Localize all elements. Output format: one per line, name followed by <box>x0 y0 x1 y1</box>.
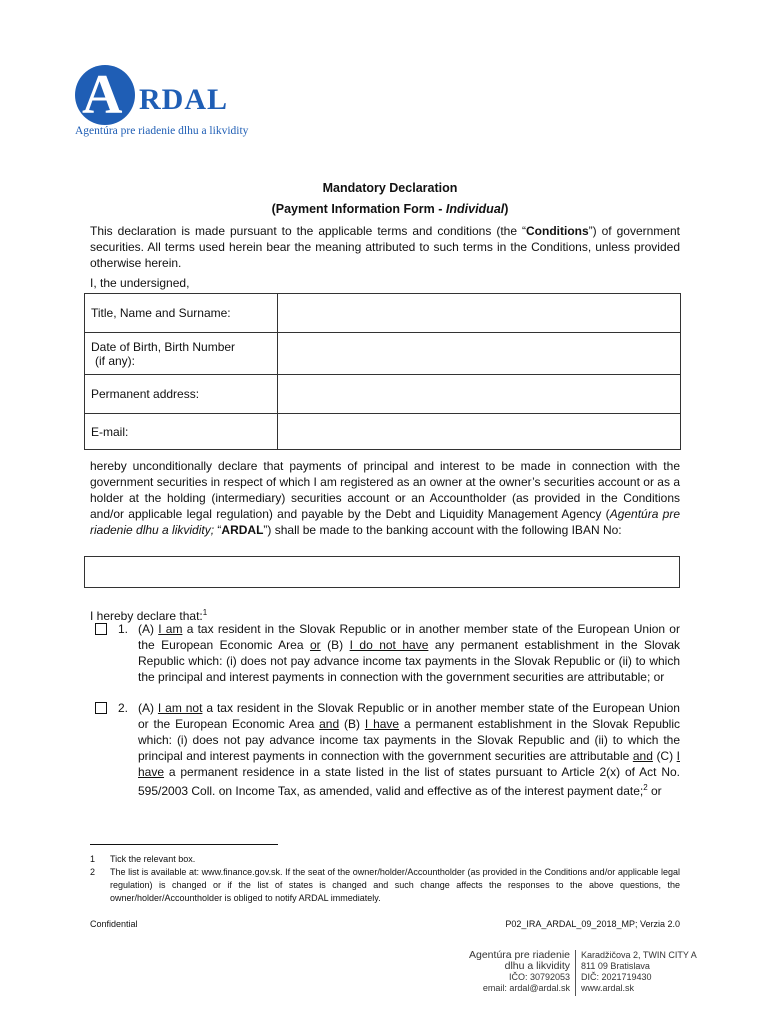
footnote-1: 1 Tick the relevant box. <box>90 854 196 864</box>
personal-info-table <box>84 293 681 450</box>
intro-paragraph: This declaration is made pursuant to the applicable terms and conditions (the “Conditions”) of government securities. All terms used herein bear the meaning attributed to such terms in the Conditions, unless provided otherwise herein. <box>90 224 680 270</box>
contact-email: email: ardal@ardal.sk <box>482 983 570 993</box>
name-label: Title, Name and Surname: <box>85 294 278 333</box>
contact-dic: DIČ: 2021719430 <box>581 972 652 982</box>
birth-field[interactable] <box>278 333 681 375</box>
name-field[interactable] <box>278 294 681 333</box>
option-1-checkbox[interactable] <box>95 623 107 635</box>
contact-org-1: Agentúra pre riadenie <box>469 949 570 961</box>
logo-tagline: Agentúra pre riadenie dlhu a likvidity <box>75 125 249 137</box>
form-row-name <box>85 294 681 333</box>
footnote-separator <box>90 844 278 845</box>
document-title: Mandatory Declaration <box>322 181 458 195</box>
form-row-address <box>85 375 681 414</box>
logo-letter-a: A <box>82 64 123 126</box>
address-label: Permanent address: <box>85 375 278 414</box>
declare-that-label: I hereby declare that:$^1$ <box>90 608 208 623</box>
document-subtitle: (Payment Information Form - Individual) <box>271 202 509 216</box>
footer-doc-code: P02_IRA_ARDAL_09_2018_MP; Verzia 2.0 <box>505 919 680 929</box>
email-label: E-mail: <box>85 414 278 450</box>
contact-right <box>581 950 697 994</box>
email-field[interactable] <box>278 414 681 450</box>
option-1-text: 1. (A) I am a tax resident in the Slovak Republic or in another member state of the European Union or the European Economic Area or (B) I do not have any permanent establishment in the Slovak Republic which: (i) does not pay advance income tax payments in the Slovak Republic or (ii) to which the principal and interest payments in connection with the government securities are attributable; or <box>118 622 680 684</box>
contact-divider <box>575 950 576 996</box>
address-field[interactable] <box>278 375 681 414</box>
iban-field[interactable] <box>84 556 680 588</box>
form-row-email <box>85 414 681 450</box>
option-2-checkbox[interactable] <box>95 702 107 714</box>
contact-address-1: Karadžičova 2, TWIN CITY A <box>581 950 697 960</box>
contact-address-2: 811 09 Bratislava <box>581 961 650 971</box>
ardal-logo <box>72 63 272 143</box>
footer-confidential: Confidential <box>90 919 138 929</box>
birth-label: Date of Birth, Birth Number (if any): <box>85 333 278 375</box>
option-2-text: 2. (A) I am not a tax resident in the Slovak Republic or in another member state of the European Union or the European Economic Area and (B) I have a permanent establishment in the Slovak Republic which: (i) does not pay advance income tax payments in the Slovak Republic and (ii) to which the principal and interest payments in connection with the government securities are attributable and (C) I have a permanent residence in a state listed in the list of states pursuant to Article 2(x) of Act No. 595/2003 Coll. on Income Tax, as amended, valid and effective as of the interest payment date;$^2$ or <box>118 701 680 798</box>
declaration-paragraph: hereby unconditionally declare that payments of principal and interest to be made in connection with the government securities in respect of which I am registered as an owner at the owner’s securities account or as a holder at the holding (intermediary) securities account or an Accountholder (as provided in the Conditions and/or applicable legal regulation) and payable by the Debt and Liquidity Management Agency (Agentúra pre riadenie dlhu a likvidity; “ARDAL”) shall be made to the banking account with the following IBAN No: <box>90 459 680 537</box>
contact-ico: IČO: 30792053 <box>508 972 570 982</box>
contact-web: www.ardal.sk <box>581 983 635 993</box>
contact-org-2: dlhu a likvidity <box>504 960 570 972</box>
contact-left <box>469 950 570 994</box>
form-row-birth <box>85 333 681 375</box>
logo-wordmark: RDAL <box>139 83 229 116</box>
footnote-2: 2 The list is available at: www.finance.gov.sk. If the seat of the owner/holder/Accountholder (as provided in the Conditions and/or applicable legal regulation) is changed or if the list of states is changed and such change affects the responses to the above questions, the owner/holder/Accountholder is obliged to notify ARDAL immediately. <box>90 867 680 903</box>
undersigned-label: I, the undersigned, <box>90 276 190 290</box>
